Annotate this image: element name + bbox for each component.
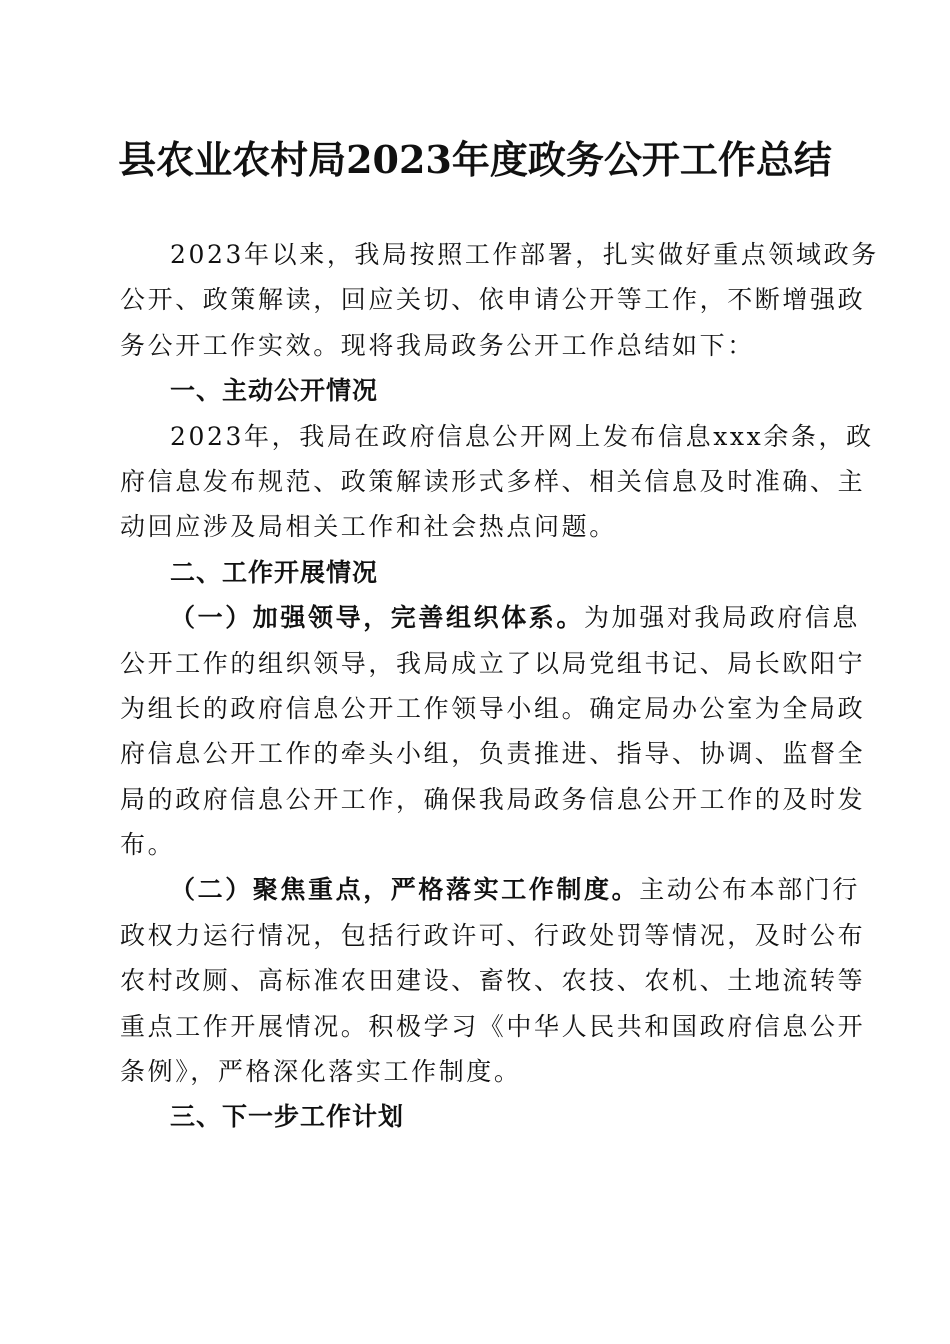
- paragraph-line: [120, 1004, 866, 1049]
- line-text: 布。: [120, 830, 176, 860]
- line-text: 主动公布本部门行: [639, 875, 861, 905]
- line-text: 2023年，我局在政府信息公开网上发布信息xxx余条，政: [170, 421, 874, 451]
- paragraph-line: [120, 232, 879, 277]
- paragraph-line: [120, 913, 866, 958]
- line-text: 公开工作的组织领导，我局成立了以局党组书记、局长欧阳宁: [120, 648, 866, 678]
- line-text: 条例》，严格深化落实工作制度。: [120, 1057, 522, 1087]
- paragraph-lead: （二）聚焦重点，严格落实工作制度。: [170, 875, 640, 905]
- line-text: 政权力运行情况，包括行政许可、行政处罚等情况，及时公布: [120, 920, 866, 950]
- document-body: [120, 232, 879, 1140]
- paragraph-line: [120, 777, 866, 822]
- line-text: 重点工作开展情况。积极学习《中华人民共和国政府信息公开: [120, 1011, 866, 1041]
- line-text: 局的政府信息公开工作，确保我局政务信息公开工作的及时发: [120, 784, 866, 814]
- line-text: 府信息发布规范、政策解读形式多样、相关信息及时准确、主: [120, 466, 866, 496]
- paragraph-line: [120, 686, 866, 731]
- paragraph-line: [120, 595, 861, 640]
- line-text: 务公开工作实效。现将我局政务公开工作总结如下：: [120, 330, 755, 360]
- paragraph-line: [120, 504, 832, 549]
- paragraph-line: [120, 958, 866, 1003]
- paragraph-line: [120, 323, 832, 368]
- line-text: 动回应涉及局相关工作和社会热点问题。: [120, 512, 617, 542]
- line-text: 2023年以来，我局按照工作部署，扎实做好重点领域政务: [170, 240, 879, 269]
- paragraph-line: [120, 731, 866, 776]
- paragraph-line: [120, 822, 832, 867]
- section-heading: [120, 550, 832, 595]
- line-text: 一、主动公开情况: [170, 376, 379, 406]
- paragraph-line: [120, 459, 866, 504]
- page-title: 县农业农村局2023年度政务公开工作总结: [118, 137, 832, 182]
- line-text: 公开、政策解读，回应关切、依申请公开等工作，不断增强政: [120, 285, 866, 315]
- paragraph-line: [120, 641, 866, 686]
- paragraph-line: [120, 277, 866, 322]
- paragraph-line: [120, 1049, 832, 1094]
- section-heading: [120, 1094, 832, 1139]
- paragraph-line: [120, 867, 861, 912]
- line-text: 三、下一步工作计划: [170, 1102, 405, 1132]
- line-text: 为加强对我局政府信息: [584, 603, 861, 633]
- paragraph-lead: （一）加强领导，完善组织体系。: [170, 603, 585, 633]
- line-text: 二、工作开展情况: [170, 557, 379, 587]
- line-text: 农村改厕、高标准农田建设、畜牧、农技、农机、土地流转等: [120, 966, 866, 996]
- line-text: 府信息公开工作的牵头小组，负责推进、指导、协调、监督全: [120, 739, 866, 769]
- paragraph-line: [120, 414, 874, 459]
- section-heading: [120, 368, 832, 413]
- line-text: 为组长的政府信息公开工作领导小组。确定局办公室为全局政: [120, 693, 866, 723]
